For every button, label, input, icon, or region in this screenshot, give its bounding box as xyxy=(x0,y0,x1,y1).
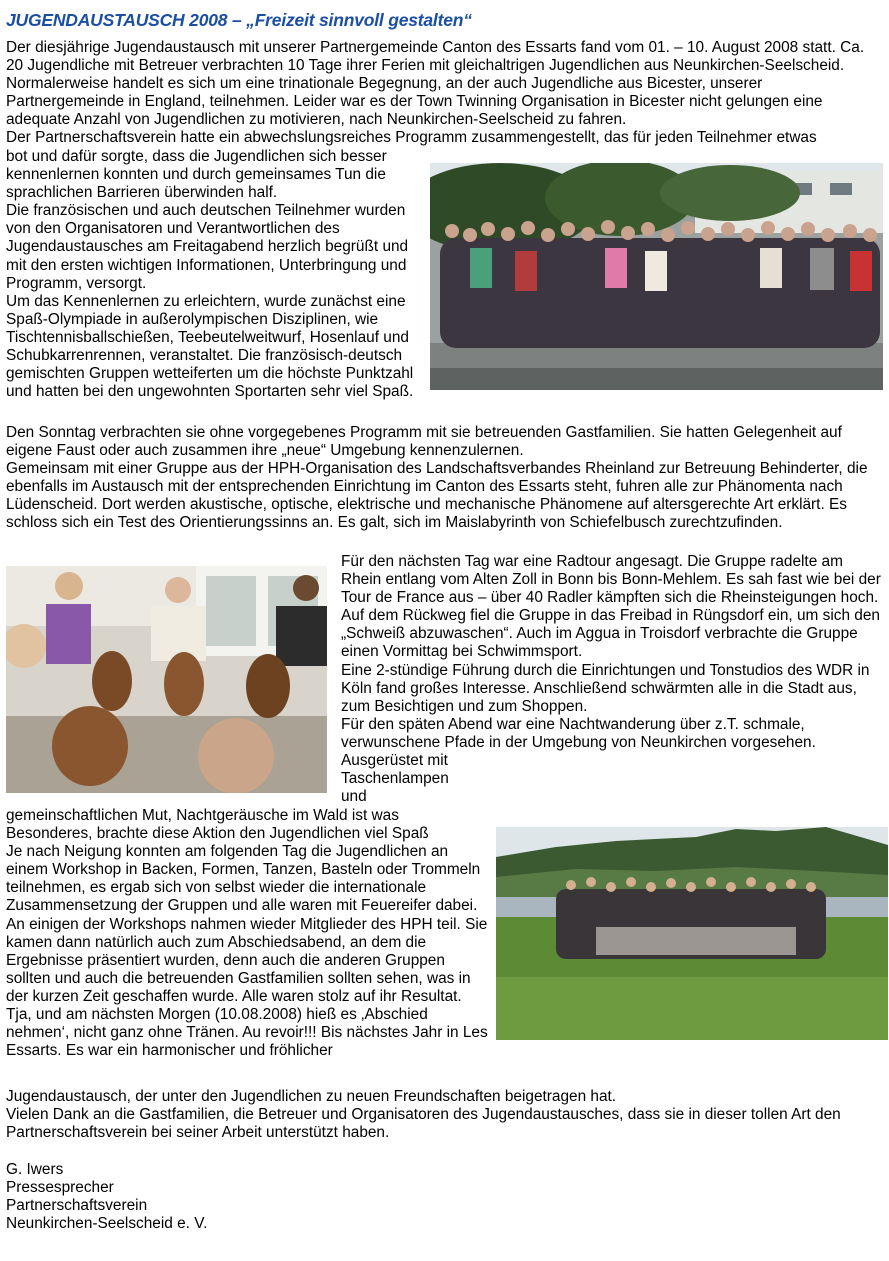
text-block-left-2 xyxy=(6,807,488,1060)
paragraph-farewell: Tja, und am nächsten Morgen (10.08.2008) hieß es ‚Abschied nehmen‘, nicht ganz ohne Tränen. Au revoir!!! Bis nächstes Jahr in Les Essarts. Es war ein harmonischer und fröhlicher xyxy=(6,1006,488,1060)
article-title: JUGENDAUSTAUSCH 2008 – „Freizeit sinnvoll gestalten“ xyxy=(6,10,472,30)
signature-organization: Partnerschaftsverein xyxy=(6,1197,148,1215)
paragraph-intro: Der diesjährige Jugendaustausch mit unserer Partnergemeinde Canton des Essarts fand vom 01. – 10. August 2008 statt. Ca. 20 Jugendliche mit Betreuer verbrachten 10 Tage ihrer Ferien mit gleichaltrigen Jugendlichen aus Neunkirchen-Seelscheid. Normalerweise handelt es sich um eine trinationale Begegnung, an der auch Jugendliche aus Bicester, unserer Partnergemeinde in England, teilnehmen. Leider war es der Town Twinning Organisation in Bicester nicht gelungen eine adequate Anzahl von Jugendlichen zu motivieren, nach Neunkirchen-Seelscheid zu fahren. xyxy=(6,39,865,129)
paragraph-workshops: Je nach Neigung konnten am folgenden Tag die Jugendlichen an einem Workshop in Backen, Formen, Tanzen, Basteln oder Trommeln teilnehmen, es ergab sich von selbst wieder die internationale Zusammensetzung der Gruppen und alle waren mit Feuereifer dabei. An einigen der Workshops nahmen wieder Mitglieder des HPH teil. Sie kamen dann natürlich auch zum Abschiedsabend, an dem die Ergebnisse präsentiert wurden, denn auch die anderen Gruppen sollten und auch die betreuenden Gastfamilien sollten sehen, was in der kurzen Zeit geschaffen wurde. Alle waren stolz auf ihr Resultat. xyxy=(6,843,488,1005)
signature-role: Pressesprecher xyxy=(6,1179,114,1197)
text-block-right xyxy=(341,553,883,806)
paragraph-farewell-cont: Jugendaustausch, der unter den Jugendlichen zu neuen Freundschaften beigetragen hat. xyxy=(6,1088,617,1105)
paragraph-night: Für den späten Abend war eine Nachtwanderung über z.T. schmale, verwunschene Pfade in der Umgebung von Neunkirchen vorgesehen. xyxy=(341,715,816,751)
paragraph-night-line: und xyxy=(341,788,367,806)
paragraph-night-cont: gemeinschaftlichen Mut, Nachtgeräusche im Wald ist was Besonderes, brachte diese Aktion den Jugendlichen viel Spaß xyxy=(6,807,429,843)
paragraph-night-line: Taschenlampen xyxy=(341,770,449,788)
paragraph-program: Der Partnerschaftsverein hatte ein abwechslungsreiches Programm zusammengestellt, das für jeden Teilnehmer etwas xyxy=(6,129,817,147)
signature-block xyxy=(6,1161,406,1233)
paragraph-thanks: Vielen Dank an die Gastfamilien, die Betreuer und Organisatoren des Jugendaustausches, dass sie in dieser tollen Art den Partnerschaftsverein bei seiner Arbeit unterstützt haben. xyxy=(6,1106,841,1142)
paragraph-radtour: Für den nächsten Tag war eine Radtour angesagt. Die Gruppe radelte am Rhein entlang vom Alten Zoll in Bonn bis Bonn-Mehlem. Es sah fast wie bei der Tour de France aus – über 40 Radler kämpften sich die Rheinsteigungen hoch. Auf dem Rückweg fiel die Gruppe in das Freibad in Rüngsdorf ein, um sich den „Schweiß abzuwaschen“. Auch im Aggua in Troisdorf verbrachte die Gruppe einen Vormittag bei Schwimmsport. xyxy=(341,553,881,661)
paragraph-olympics: Um das Kennenlernen zu erleichtern, wurde zunächst eine Spaß-Olympiade in außerolympischen Disziplinen, wie Tischtennisballschießen, Teebeutelweitwurf, Hosenlauf und Schubkarrenrennen, veranstaltet. Die französisch-deutsch gemischten Gruppen wetteiferten um die höchste Punktzahl und hatten bei den ungewohnten Sportarten sehr viel Spaß. xyxy=(6,292,414,401)
text-block-bottom xyxy=(6,1088,884,1142)
group-photo-rhine xyxy=(496,827,888,1040)
signature-name: G. Iwers xyxy=(6,1161,64,1178)
group-photo-schoolyard xyxy=(430,163,883,390)
paragraph-wdr: Eine 2-stündige Führung durch die Einrichtungen und Tonstudios des WDR in Köln fand großes Interesse. Anschließend schwärmten alle in die Stadt aus, zum Besichtigen und zum Shoppen. xyxy=(341,661,870,715)
paragraph-hph: Gemeinsam mit einer Gruppe aus der HPH-Organisation des Landschaftsverbandes Rheinland zur Betreuung Behinderter, die ebenfalls im Austausch mit der entsprechenden Einrichtung im Canton des Essarts steht, fuhren alle zur Phänomenta nach Lüdenscheid. Dort werden akustische, optische, elektrische und mechanische Phänomene auf altersgerechte Art erklärt. Es schloss sich ein Test des Orientierungssinns an. Es galt, sich im Maislabyrinth von Schiefelbusch zurechtzufinden. xyxy=(6,460,868,532)
paragraph-night-line: Ausgerüstet mit xyxy=(341,752,448,770)
text-block-intro xyxy=(6,39,884,148)
paragraph-sunday: Den Sonntag verbrachten sie ohne vorgegebenes Programm mit sie betreuenden Gastfamilien. Sie hatten Gelegenheit auf eigene Faust oder auch zusammen ihre „neue“ Umgebung kennenzulernen. xyxy=(6,424,842,460)
text-block-left-1 xyxy=(6,148,416,401)
signature-organization-place: Neunkirchen-Seelscheid e. V. xyxy=(6,1215,208,1233)
paragraph-program-cont: bot und dafür sorgte, dass die Jugendlichen sich besser kennenlernen konnten und durch gemeinsames Tun die sprachlichen Barrieren überwinden half. xyxy=(6,148,387,202)
text-block-middle xyxy=(6,424,884,533)
paragraph-welcome: Die französischen und auch deutschen Teilnehmer wurden von den Organisatoren und Verantwortlichen des Jugendaustausches am Freitagabend herzlich begrüßt und mit den ersten wichtigen Informationen, Unterbringung und Programm, versorgt. xyxy=(6,202,409,292)
drum-workshop-photo xyxy=(6,566,327,793)
